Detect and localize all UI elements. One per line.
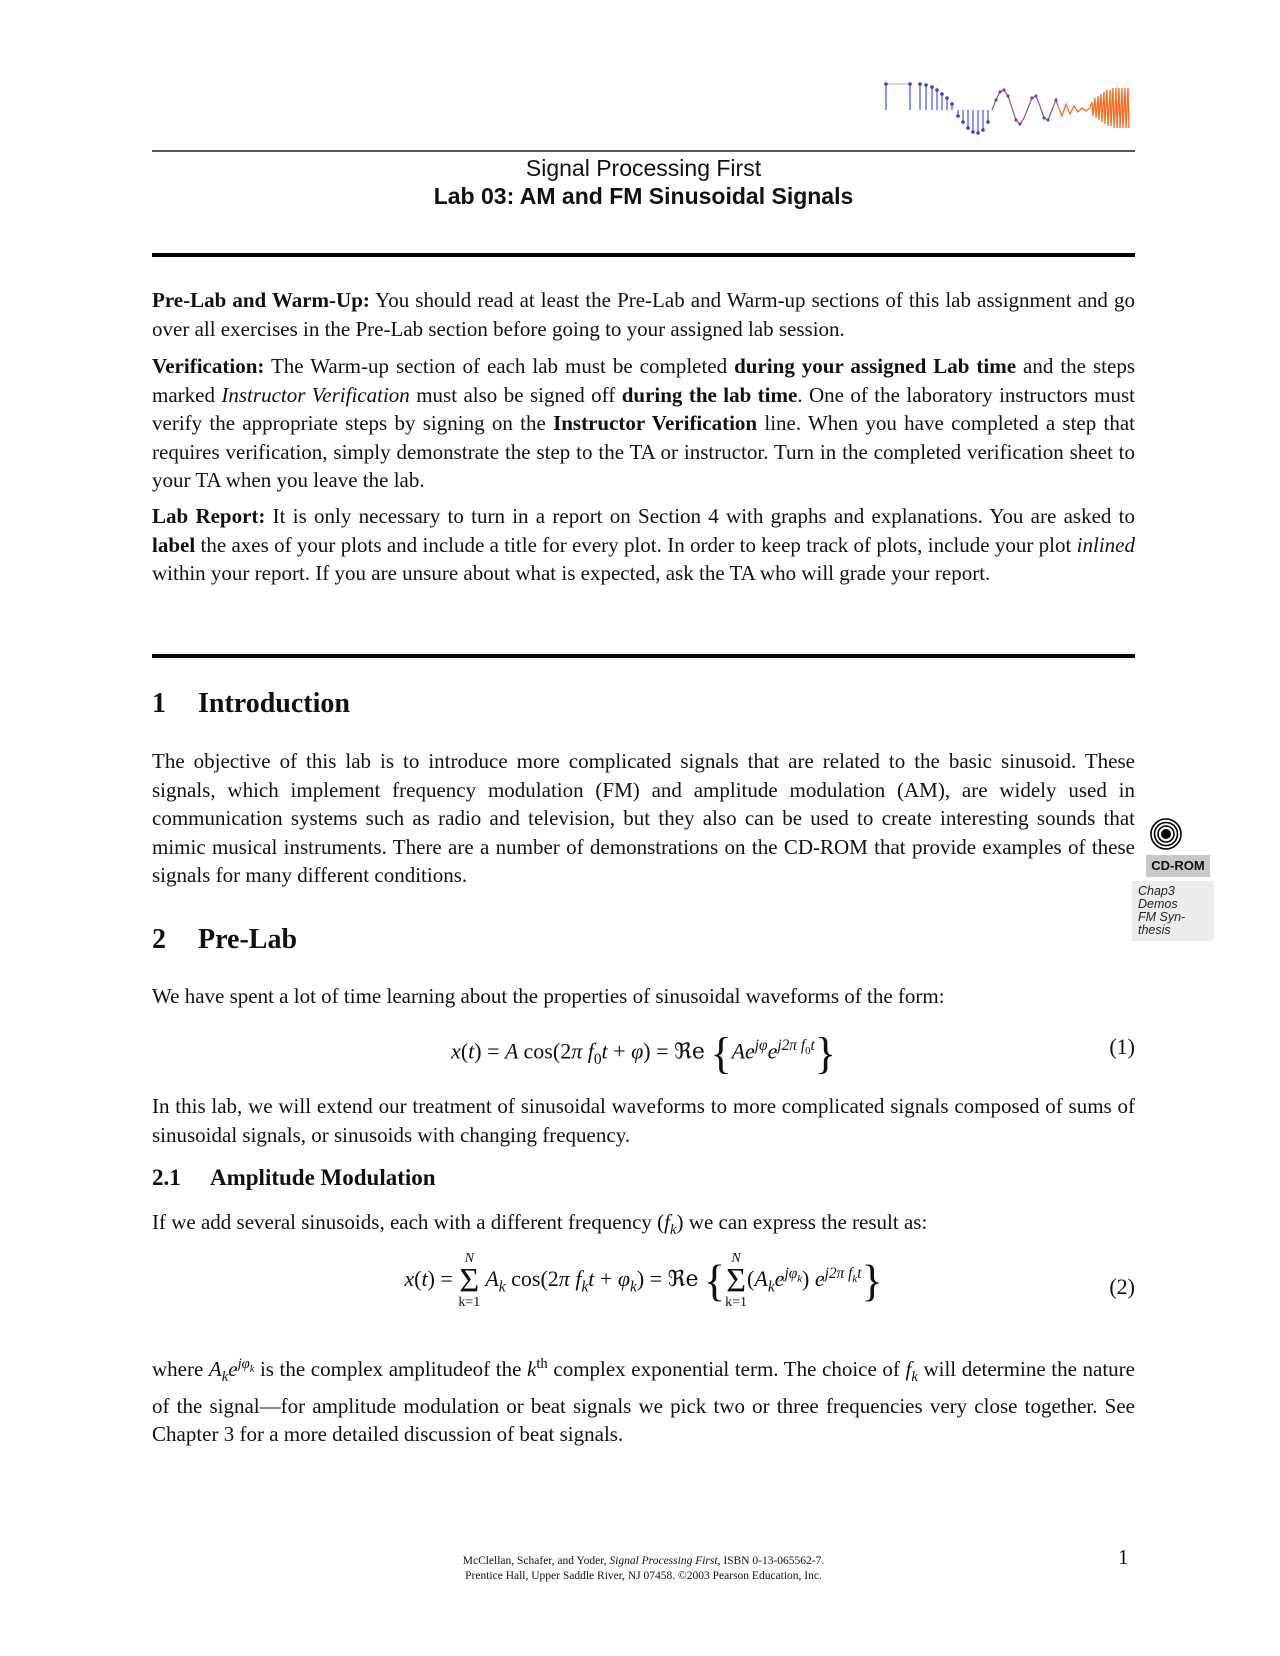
am-text: will determine the nature of the signal—for amplitude modulation or beat signals we pick two or three frequencies very close together. See Chapter 3 for a more detailed discussion of beat signals. bbox=[152, 1357, 1135, 1447]
signal-waveform-logo-icon bbox=[880, 78, 1132, 136]
sum-upper-limit: N bbox=[731, 1251, 741, 1266]
prelab-intro-paragraph: We have spent a lot of time learning about the properties of sinusoidal waveforms of the form: bbox=[152, 984, 945, 1008]
am-intro-paragraph bbox=[152, 1208, 1135, 1245]
cd-note-line: Chap3 bbox=[1138, 884, 1175, 898]
equation-2 bbox=[152, 1248, 1135, 1332]
am-text: complex exponential term. The choice of bbox=[547, 1357, 906, 1381]
series-title: Signal Processing First bbox=[525, 155, 762, 181]
subsection-title: Amplitude Modulation bbox=[210, 1165, 436, 1190]
section-heading-introduction bbox=[152, 688, 350, 720]
footer-text: McClellan, Schafer, and Yoder, bbox=[462, 1555, 610, 1567]
prelab-label: Pre-Lab and Warm-Up: bbox=[152, 288, 370, 312]
am-text: we can express the result as: bbox=[683, 1210, 928, 1234]
lab-report-text: It is only necessary to turn in a report on Section 4 with graphs and explanations. You are asked to bbox=[265, 504, 1135, 528]
equation-1 bbox=[152, 1022, 1135, 1078]
sum-lower-limit: k=1 bbox=[725, 1295, 748, 1310]
verification-text: The Warm-up section of each lab must be completed bbox=[264, 354, 735, 378]
cd-rom-demo-note bbox=[1132, 881, 1214, 941]
page-footer bbox=[152, 1554, 1135, 1584]
header-rule bbox=[152, 150, 1135, 152]
subsection-number: 2.1 bbox=[152, 1165, 181, 1190]
document-title-block bbox=[152, 154, 1135, 210]
section-title: Introduction bbox=[198, 688, 350, 719]
am-text: is the complex amplitudeof the bbox=[254, 1357, 528, 1381]
section-title: Pre-Lab bbox=[198, 924, 298, 955]
title-separator-rule bbox=[152, 253, 1135, 257]
complex-amplitude-math: $A_ke^{j\varphi_k}$ bbox=[208, 1356, 255, 1386]
cd-rom-disc-icon bbox=[1150, 818, 1182, 850]
fk-math: $(f_k)$ bbox=[657, 1210, 684, 1239]
section-heading-prelab bbox=[152, 924, 297, 956]
lab-report-paragraph bbox=[152, 502, 1135, 588]
equation-2-body: x(t) = N Σ k=1 $A_k$ cos(2π $f_kt + \varphi_k$) = ℜe { N Σ k=1 $(A_ke^{j\varphi_k})$ $e^{j2\pi f_kt}$} bbox=[404, 1251, 883, 1310]
am-text: If we add several sinusoids, each with a different frequency bbox=[152, 1210, 658, 1234]
equation-number: (1) bbox=[1109, 1034, 1135, 1059]
lab-report-text: the axes of your plots and include a title for every plot. In order to keep track of plots, include your plot bbox=[195, 532, 1077, 557]
equation-number: (2) bbox=[1109, 1274, 1135, 1299]
footer-text: , ISBN 0-13-065562-7. bbox=[717, 1555, 825, 1567]
intro-separator-rule bbox=[152, 654, 1135, 658]
introduction-paragraph: The objective of this lab is to introduce more complicated signals that are related to the basic sinusoid. These signals, which implement frequency modulation (FM) and amplitude modulation (AM), are widely used in communication systems such as radio and television, but they also can be used to create interesting sounds that mimic musical instruments. There are a number of demonstrations on the CD-ROM that provide examples of these signals for many different conditions. bbox=[152, 749, 1135, 887]
prelab-text: You should read at least the Pre-Lab and Warm-up sections of this lab assignment and go over all exercises in the Pre-Lab section before going to your assigned lab session. bbox=[152, 288, 1135, 341]
sum-lower-limit: k=1 bbox=[458, 1295, 481, 1310]
prelab-extension-paragraph: In this lab, we will extend our treatment of sinusoidal waveforms to more complicated signals composed of sums of sinusoidal signals, or sinusoids with changing frequency. bbox=[152, 1094, 1135, 1147]
verification-text: and the steps marked bbox=[152, 354, 1135, 407]
equation-1-body: x(t) = A cos(2π $f_0t + \varphi$) = ℜe $\{Ae^{j\varphi}e^{j2\pi f_0t}\}$ bbox=[451, 1029, 836, 1078]
summation: N Σ k=1 bbox=[725, 1251, 748, 1310]
footer-publisher: Prentice Hall, Upper Saddle River, NJ 07458. ©2003 Pearson Education, Inc. bbox=[465, 1570, 822, 1582]
section-number: 1 bbox=[152, 688, 166, 719]
prelab-paragraph bbox=[152, 286, 1135, 343]
lab-report-emphasis: label bbox=[152, 532, 196, 557]
verification-emphasis: during your assigned Lab time bbox=[734, 354, 1017, 378]
verification-emphasis: during the lab time bbox=[621, 382, 798, 407]
verification-emphasis: Instructor Verification bbox=[553, 411, 758, 435]
section-number: 2 bbox=[152, 924, 166, 955]
verification-italic: Instructor Verification bbox=[221, 382, 410, 407]
footer-citation bbox=[152, 1554, 1135, 1569]
am-text: where bbox=[152, 1357, 209, 1381]
verification-text: line. When you have completed a step that requires verification, simply demonstrate the step to the TA or instructor. Turn in the completed verification sheet to your TA when you leave the lab. bbox=[152, 411, 1135, 492]
lab-report-italic: inlined bbox=[1076, 532, 1135, 557]
cd-rom-label: CD-ROM bbox=[1146, 855, 1210, 877]
verification-text: must also be signed off bbox=[409, 382, 622, 407]
page-number: 1 bbox=[1118, 1545, 1129, 1569]
lab-report-label: Lab Report: bbox=[152, 504, 266, 528]
subsection-heading-amplitude-modulation bbox=[152, 1165, 436, 1191]
cd-note-line: Demos bbox=[1138, 897, 1178, 911]
verification-label: Verification: bbox=[152, 354, 265, 378]
am-where-paragraph bbox=[152, 1350, 1135, 1449]
summation: N Σ k=1 bbox=[458, 1251, 481, 1310]
footer-book-title: Signal Processing First bbox=[609, 1555, 718, 1567]
fk-math: $f_k$ bbox=[905, 1357, 918, 1386]
lab-report-text: within your report. If you are unsure about what is expected, ask the TA who will grade your report. bbox=[152, 561, 991, 585]
lab-title: Lab 03: AM and FM Sinusoidal Signals bbox=[433, 183, 854, 209]
cd-note-line: FM Syn- bbox=[1138, 910, 1186, 924]
verification-text: . One of the laboratory instructors must verify the appropriate steps by signing on the bbox=[152, 382, 1135, 435]
cd-note-line: thesis bbox=[1138, 923, 1171, 937]
kth-math: $k^{th}$ bbox=[527, 1356, 548, 1381]
sum-upper-limit: N bbox=[464, 1251, 474, 1266]
verification-paragraph bbox=[152, 352, 1135, 495]
